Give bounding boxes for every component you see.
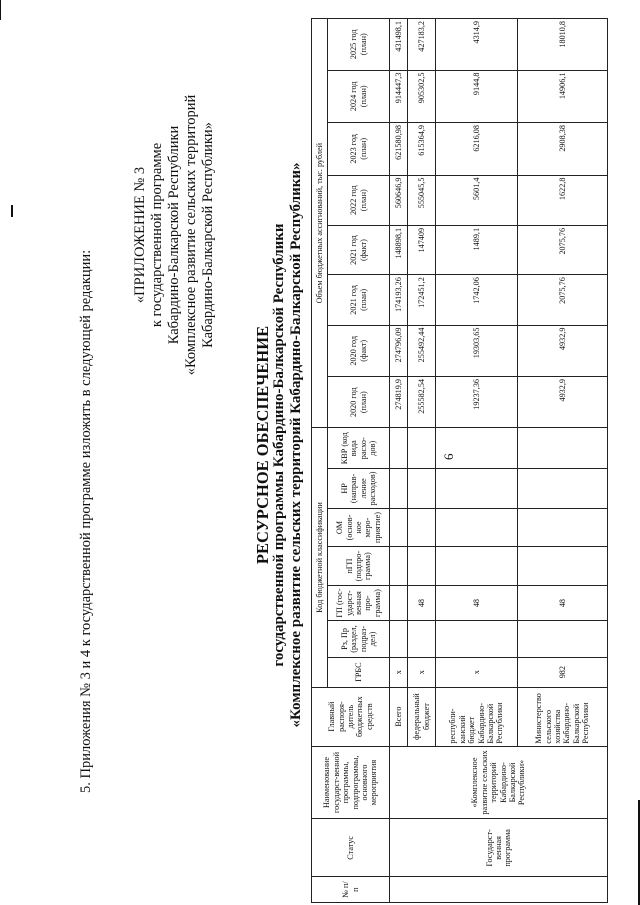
row-2022-plan: 560646,9 — [390, 175, 408, 225]
row-status: Государст-венная программа — [390, 819, 608, 877]
row-grbs: х — [436, 657, 517, 687]
row-2024-plan: 914447,3 — [390, 70, 408, 123]
row-num — [390, 877, 608, 903]
row-2023-plan: 615364,9 — [408, 123, 436, 176]
row-rzpr — [408, 621, 436, 657]
head-2024-plan: 2024 год (план) — [328, 70, 390, 123]
row-2024-plan: 905302,5 — [408, 70, 436, 123]
row-2021-fact: 148898,1 — [390, 225, 408, 274]
row-kvr — [390, 428, 408, 469]
row-manager: республи-канский бюджет Кабардино-Балкарской Республики — [436, 687, 517, 746]
row-rzpr — [390, 621, 408, 657]
head-kvr: КВР (код вида расхо-дов) — [328, 428, 390, 469]
head-2021-fact: 2021 год (факт) — [328, 225, 390, 274]
resource-table — [311, 18, 608, 903]
row-2020-plan: 19237,36 — [436, 376, 517, 427]
row-2023-plan: 2908,38 — [517, 123, 607, 176]
row-2024-plan: 9144,8 — [436, 70, 517, 123]
head-np: НР (направ-ление расходов) — [328, 469, 390, 509]
row-2020-fact: 274796,09 — [390, 325, 408, 376]
row-2023-plan: 6216,08 — [436, 123, 517, 176]
title-line-2: государственной программы Кабардино-Балкарской Республики — [271, 223, 287, 667]
head-volume-group: Объем бюджетных ассигнований, тыс. рублей — [312, 19, 328, 428]
title-line-3: «Комплексное развитие сельских территорий Кабардино-Балкарской Республики» — [288, 162, 304, 728]
row-2022-plan: 555045,5 — [408, 175, 436, 225]
row-kvr — [436, 428, 517, 469]
row-pgp — [517, 547, 607, 586]
head-2023-plan: 2023 год (план) — [328, 123, 390, 176]
row-grbs: 982 — [517, 657, 607, 687]
row-np — [390, 469, 408, 509]
title-line-1: РЕСУРСНОЕ ОБЕСПЕЧЕНИЕ — [253, 325, 272, 565]
row-2021-plan: 1742,06 — [436, 275, 517, 325]
row-rzpr — [517, 621, 607, 657]
head-num: № п/п — [312, 877, 390, 903]
appendix-line-3: Кабардино-Балкарской Республики — [166, 125, 182, 345]
head-2025-plan: 2025 год (план) — [328, 19, 390, 71]
row-pgp — [436, 547, 517, 586]
row-2025-plan: 4314,9 — [436, 19, 517, 71]
row-2020-plan: 255582,54 — [408, 376, 436, 427]
head-name: Наименование государст-венной программы, подпрограммы, основного мероприятия — [312, 746, 390, 819]
head-2022-plan: 2022 год (план) — [328, 175, 390, 225]
resource-table-wrap — [311, 18, 608, 903]
row-2021-plan: 172451,2 — [408, 275, 436, 325]
appendix-header — [132, 70, 217, 400]
head-2020-fact: 2020 год (факт) — [328, 325, 390, 376]
head-rzpr: Рз, Пр (раздел, подраз-дел) — [328, 621, 390, 657]
document-title — [254, 45, 305, 845]
row-2022-plan: 5601,4 — [436, 175, 517, 225]
head-status: Статус — [312, 819, 390, 877]
row-2023-plan: 621580,98 — [390, 123, 408, 176]
row-om — [408, 508, 436, 547]
row-pgp — [408, 547, 436, 586]
row-om — [436, 508, 517, 547]
head-gp: ГП (гос-ударст-венная про-грамма) — [328, 585, 390, 620]
row-manager: Министерство сельского хозяйства Кабардино-Балкарской Республики — [517, 687, 607, 746]
intro-text: 5. Приложения № 3 и 4 к государственной программе изложить в следующей редакции: — [78, 249, 94, 793]
row-np — [408, 469, 436, 509]
head-manager: Главный распоря-дитель бюджетных средств — [312, 687, 390, 746]
row-grbs: х — [390, 657, 408, 687]
row-om — [517, 508, 607, 547]
row-gp: 48 — [408, 585, 436, 620]
row-program-name: «Комплексное развитие сельских территорий Кабардино-Балкарской Республики» — [390, 746, 608, 819]
row-om — [390, 508, 408, 547]
row-2021-fact: 2075,76 — [517, 225, 607, 274]
row-2022-plan: 1622,8 — [517, 175, 607, 225]
head-om: ОМ (основ-ное меро-приятие) — [328, 508, 390, 547]
row-2020-fact: 255492,44 — [408, 325, 436, 376]
row-2021-plan: 2075,76 — [517, 275, 607, 325]
appendix-line-2: к государственной программе — [149, 142, 165, 328]
row-gp — [390, 585, 408, 620]
row-2025-plan: 431498,1 — [390, 19, 408, 71]
head-grbs: ГРБС — [328, 657, 390, 687]
row-np — [436, 469, 517, 509]
row-2020-plan: 4932,9 — [517, 376, 607, 427]
table-row — [390, 19, 408, 903]
row-rzpr — [436, 621, 517, 657]
head-2020-plan: 2020 год (план) — [328, 376, 390, 427]
row-2021-plan: 174193,26 — [390, 275, 408, 325]
row-2025-plan: 427183,2 — [408, 19, 436, 71]
row-kvr — [517, 428, 607, 469]
row-2020-plan: 274819,9 — [390, 376, 408, 427]
appendix-line-1: «ПРИЛОЖЕНИЕ № 3 — [132, 166, 148, 304]
appendix-line-4: «Комплексное развитие сельских территорий — [183, 94, 199, 376]
row-pgp — [390, 547, 408, 586]
page-number: 6 — [441, 453, 456, 460]
appendix-line-5: Кабардино-Балкарской Республики» — [200, 122, 216, 348]
row-manager: федеральный бюджет — [408, 687, 436, 746]
row-2024-plan: 14906,1 — [517, 70, 607, 123]
row-kvr — [408, 428, 436, 469]
row-grbs: х — [408, 657, 436, 687]
row-2021-fact: 147409 — [408, 225, 436, 274]
row-2020-fact: 4932,9 — [517, 325, 607, 376]
row-manager: Всего — [390, 687, 408, 746]
row-2021-fact: 1489,1 — [436, 225, 517, 274]
head-pgp: пГП (подпро-грамма) — [328, 547, 390, 586]
head-code-group: Код бюджетной классификации — [312, 428, 328, 687]
row-np — [517, 469, 607, 509]
row-gp: 48 — [517, 585, 607, 620]
head-2021-plan: 2021 год (план) — [328, 275, 390, 325]
row-gp: 48 — [436, 585, 517, 620]
row-2020-fact: 19303,65 — [436, 325, 517, 376]
row-2025-plan: 18010,8 — [517, 19, 607, 71]
